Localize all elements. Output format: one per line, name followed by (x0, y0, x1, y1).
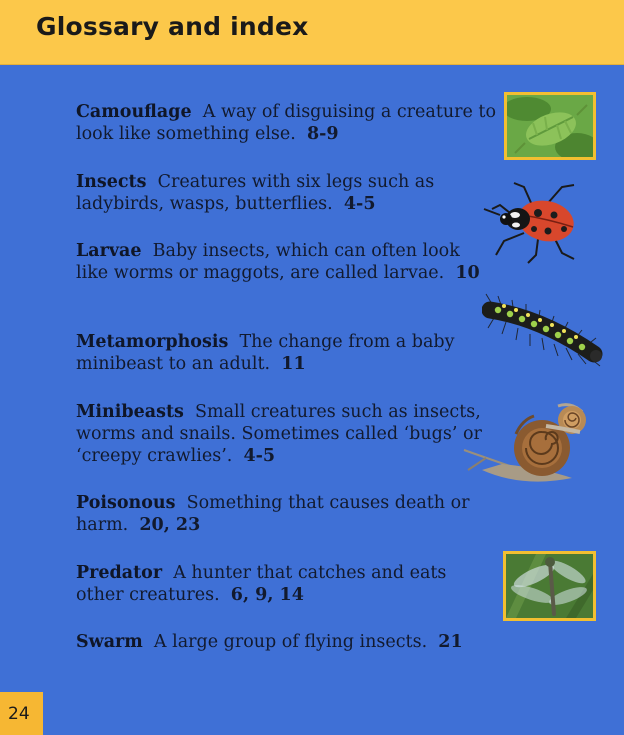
page-number-box (0, 692, 43, 735)
entry-term: Insects (76, 172, 147, 192)
entry-pages: 4-5 (243, 446, 276, 466)
leaf-insect-photo (504, 92, 596, 160)
entry-definition: A large group of flying insects. (153, 632, 428, 652)
glossary-entry-insects (76, 171, 496, 215)
entry-definition: Small creatures such as insects, worms and snails. Sometimes called ‘bugs’ or ‘creepy crawlies’. (76, 402, 482, 466)
entry-pages: 6, 9, 14 (230, 585, 304, 605)
entry-term: Minibeasts (76, 402, 184, 422)
entry-pages: 11 (281, 354, 306, 374)
header-bar (0, 0, 624, 65)
entry-term: Metamorphosis (76, 332, 229, 352)
entry-definition: A way of disguising a creature to look like something else. (76, 102, 496, 144)
glossary-entry-poisonous (76, 492, 496, 536)
snail-photo (462, 398, 592, 486)
entry-pages: 8-9 (306, 124, 339, 144)
page-title: Glossary and index (36, 12, 309, 41)
glossary-entry-camouflage (76, 101, 496, 145)
entry-pages: 21 (438, 632, 463, 652)
entry-term: Camouflage (76, 102, 192, 122)
entry-definition: Something that causes death or harm. (76, 493, 470, 535)
entry-definition: The change from a baby minibeast to an adult. (76, 332, 455, 374)
ladybird-photo (478, 175, 588, 265)
glossary-entry-larvae (76, 240, 496, 284)
page-number: 24 (8, 704, 30, 724)
entry-pages: 20, 23 (139, 515, 201, 535)
glossary-entry-metamorphosis (76, 331, 496, 375)
entry-definition: Creatures with six legs such as ladybirds, wasps, butterflies. (76, 172, 435, 214)
entry-term: Swarm (76, 632, 143, 652)
dragonfly-photo (503, 551, 596, 621)
entry-definition: Baby insects, which can often look like worms or maggots, are called larvae. (76, 241, 460, 283)
entry-definition: A hunter that catches and eats other creatures. (76, 563, 447, 605)
entry-term: Larvae (76, 241, 142, 261)
entry-term: Predator (76, 563, 163, 583)
caterpillar-photo (482, 288, 608, 373)
entry-term: Poisonous (76, 493, 176, 513)
entry-pages: 10 (455, 263, 480, 283)
glossary-entry-minibeasts (76, 401, 496, 467)
glossary-entry-predator (76, 562, 496, 606)
glossary-entry-swarm (76, 631, 516, 653)
entry-pages: 4-5 (343, 194, 376, 214)
